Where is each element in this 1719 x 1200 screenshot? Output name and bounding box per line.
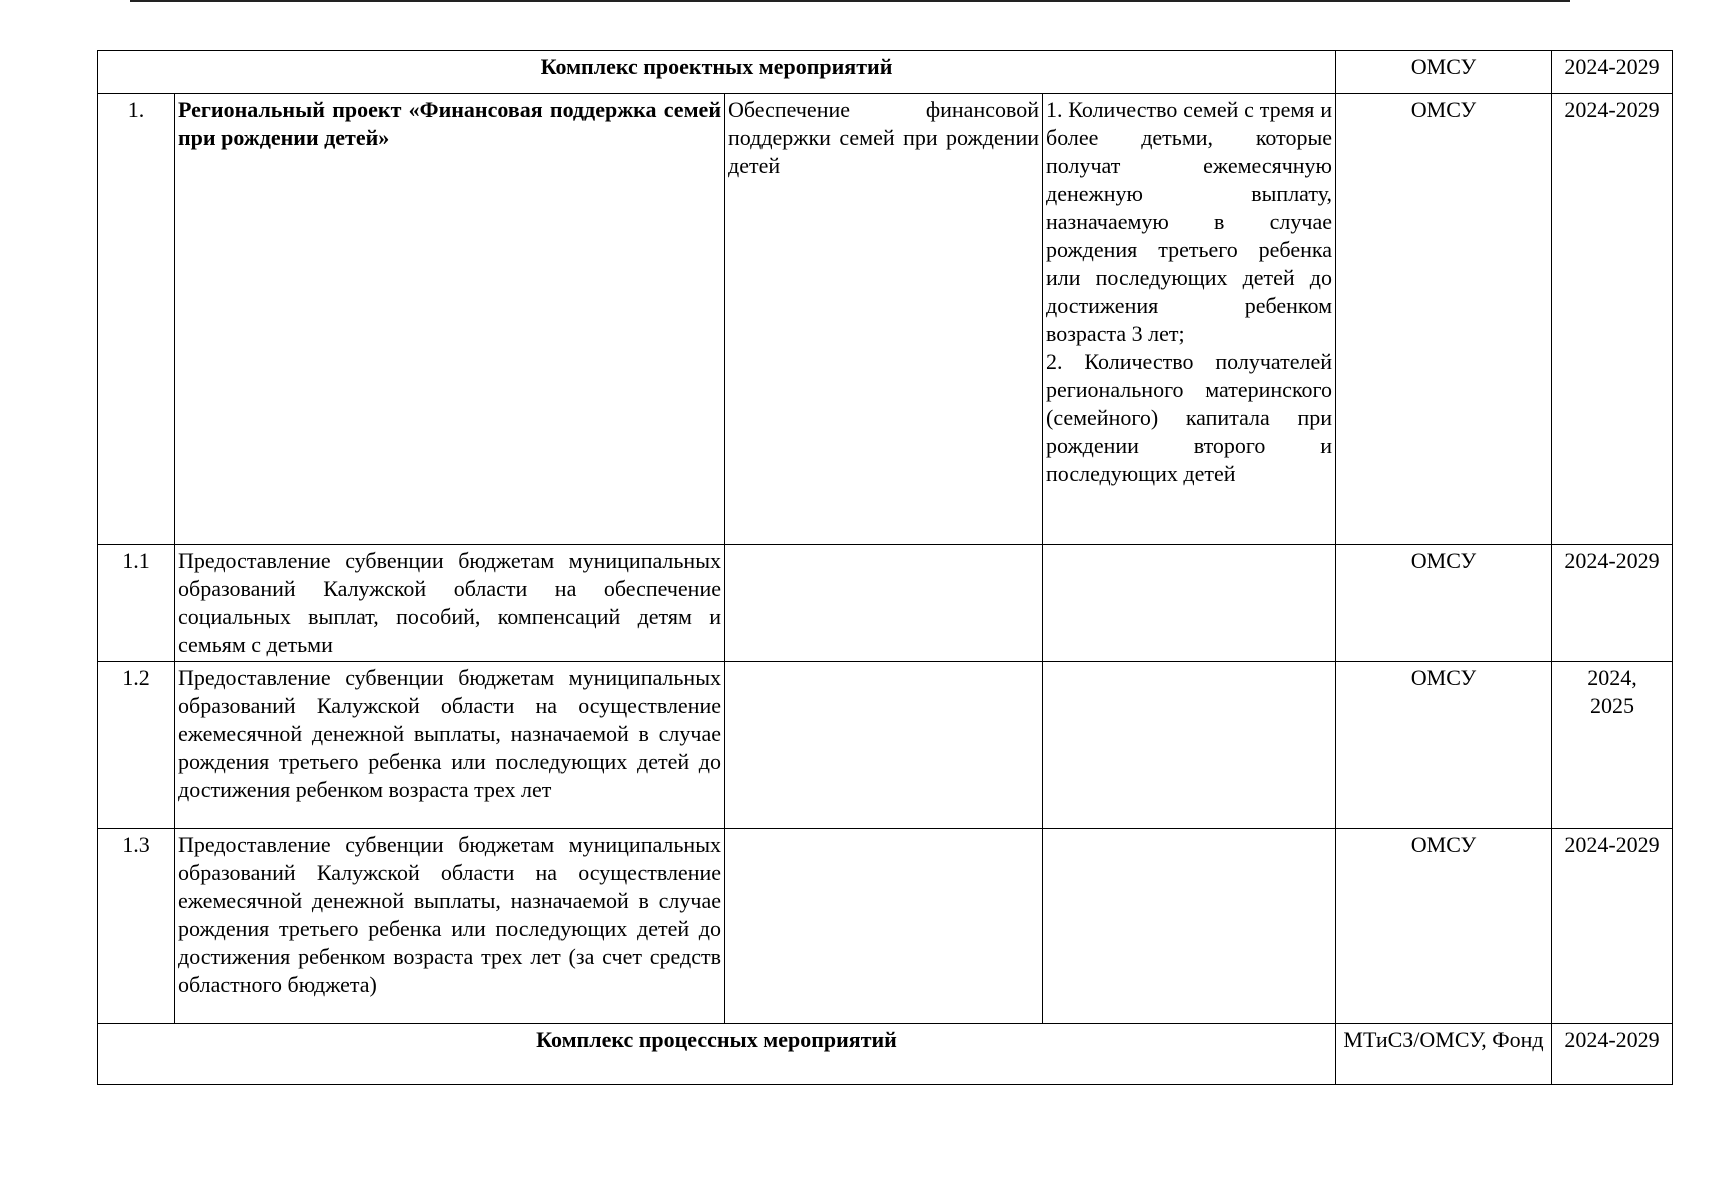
section-title-project: Комплекс проектных мероприятий: [98, 51, 1336, 94]
row-indicator: 1. Количество семей с тремя и более детьми, которые получат ежемесячную денежную выплату, назначаемую в случае рождения третьего ребенка или последующих детей до достижения ребенком возраста 3 лет; 2. Количество получателей регионального материнского (семейного) капитала при рождении второго и последующих детей: [1043, 94, 1336, 545]
row-number: 1.2: [98, 662, 175, 829]
section-row-project: [98, 51, 1673, 94]
row-responsible: ОМСУ: [1336, 829, 1552, 1024]
table-row: [98, 829, 1673, 1024]
row-name: Предоставление субвенции бюджетам муниципальных образований Калужской области на осуществление ежемесячной денежной выплаты, назначаемой в случае рождения третьего ребенка или последующих детей до достижения ребенком возраста трех лет: [175, 662, 725, 829]
row-indicator: [1043, 829, 1336, 1024]
row-indicator: [1043, 545, 1336, 662]
section-period-process: 2024-2029: [1552, 1024, 1673, 1085]
row-responsible: ОМСУ: [1336, 662, 1552, 829]
row-period: 2024-2029: [1552, 545, 1673, 662]
section-period-project: 2024-2029: [1552, 51, 1673, 94]
row-number: 1.1: [98, 545, 175, 662]
row-number: 1.3: [98, 829, 175, 1024]
row-period: 2024, 2025: [1552, 662, 1673, 829]
row-period: 2024-2029: [1552, 94, 1673, 545]
row-responsible: ОМСУ: [1336, 545, 1552, 662]
row-name: Предоставление субвенции бюджетам муниципальных образований Калужской области на обеспечение социальных выплат, пособий, компенсаций детям и семьям с детьми: [175, 545, 725, 662]
row-task: [725, 545, 1043, 662]
row-period: 2024-2029: [1552, 829, 1673, 1024]
row-indicator: [1043, 662, 1336, 829]
section-responsible-project: ОМСУ: [1336, 51, 1552, 94]
section-title-process: Комплекс процессных мероприятий: [98, 1024, 1336, 1085]
measures-table-body: [97, 50, 1673, 1085]
table-row: [98, 94, 1673, 545]
row-name: Предоставление субвенции бюджетам муниципальных образований Калужской области на осуществление ежемесячной денежной выплаты, назначаемой в случае рождения третьего ребенка или последующих детей до достижения ребенком возраста трех лет (за счет средств областного бюджета): [175, 829, 725, 1024]
row-task: Обеспечение финансовой поддержки семей при рождении детей: [725, 94, 1043, 545]
row-number: 1.: [98, 94, 175, 545]
table-row: [98, 545, 1673, 662]
section-row-process: [98, 1024, 1673, 1085]
row-name: Региональный проект «Финансовая поддержка семей при рождении детей»: [175, 94, 725, 545]
top-rule: [130, 0, 1570, 2]
row-task: [725, 662, 1043, 829]
table-row: [98, 662, 1673, 829]
row-responsible: ОМСУ: [1336, 94, 1552, 545]
section-responsible-process: МТиСЗ/ОМСУ, Фонд: [1336, 1024, 1552, 1085]
row-task: [725, 829, 1043, 1024]
